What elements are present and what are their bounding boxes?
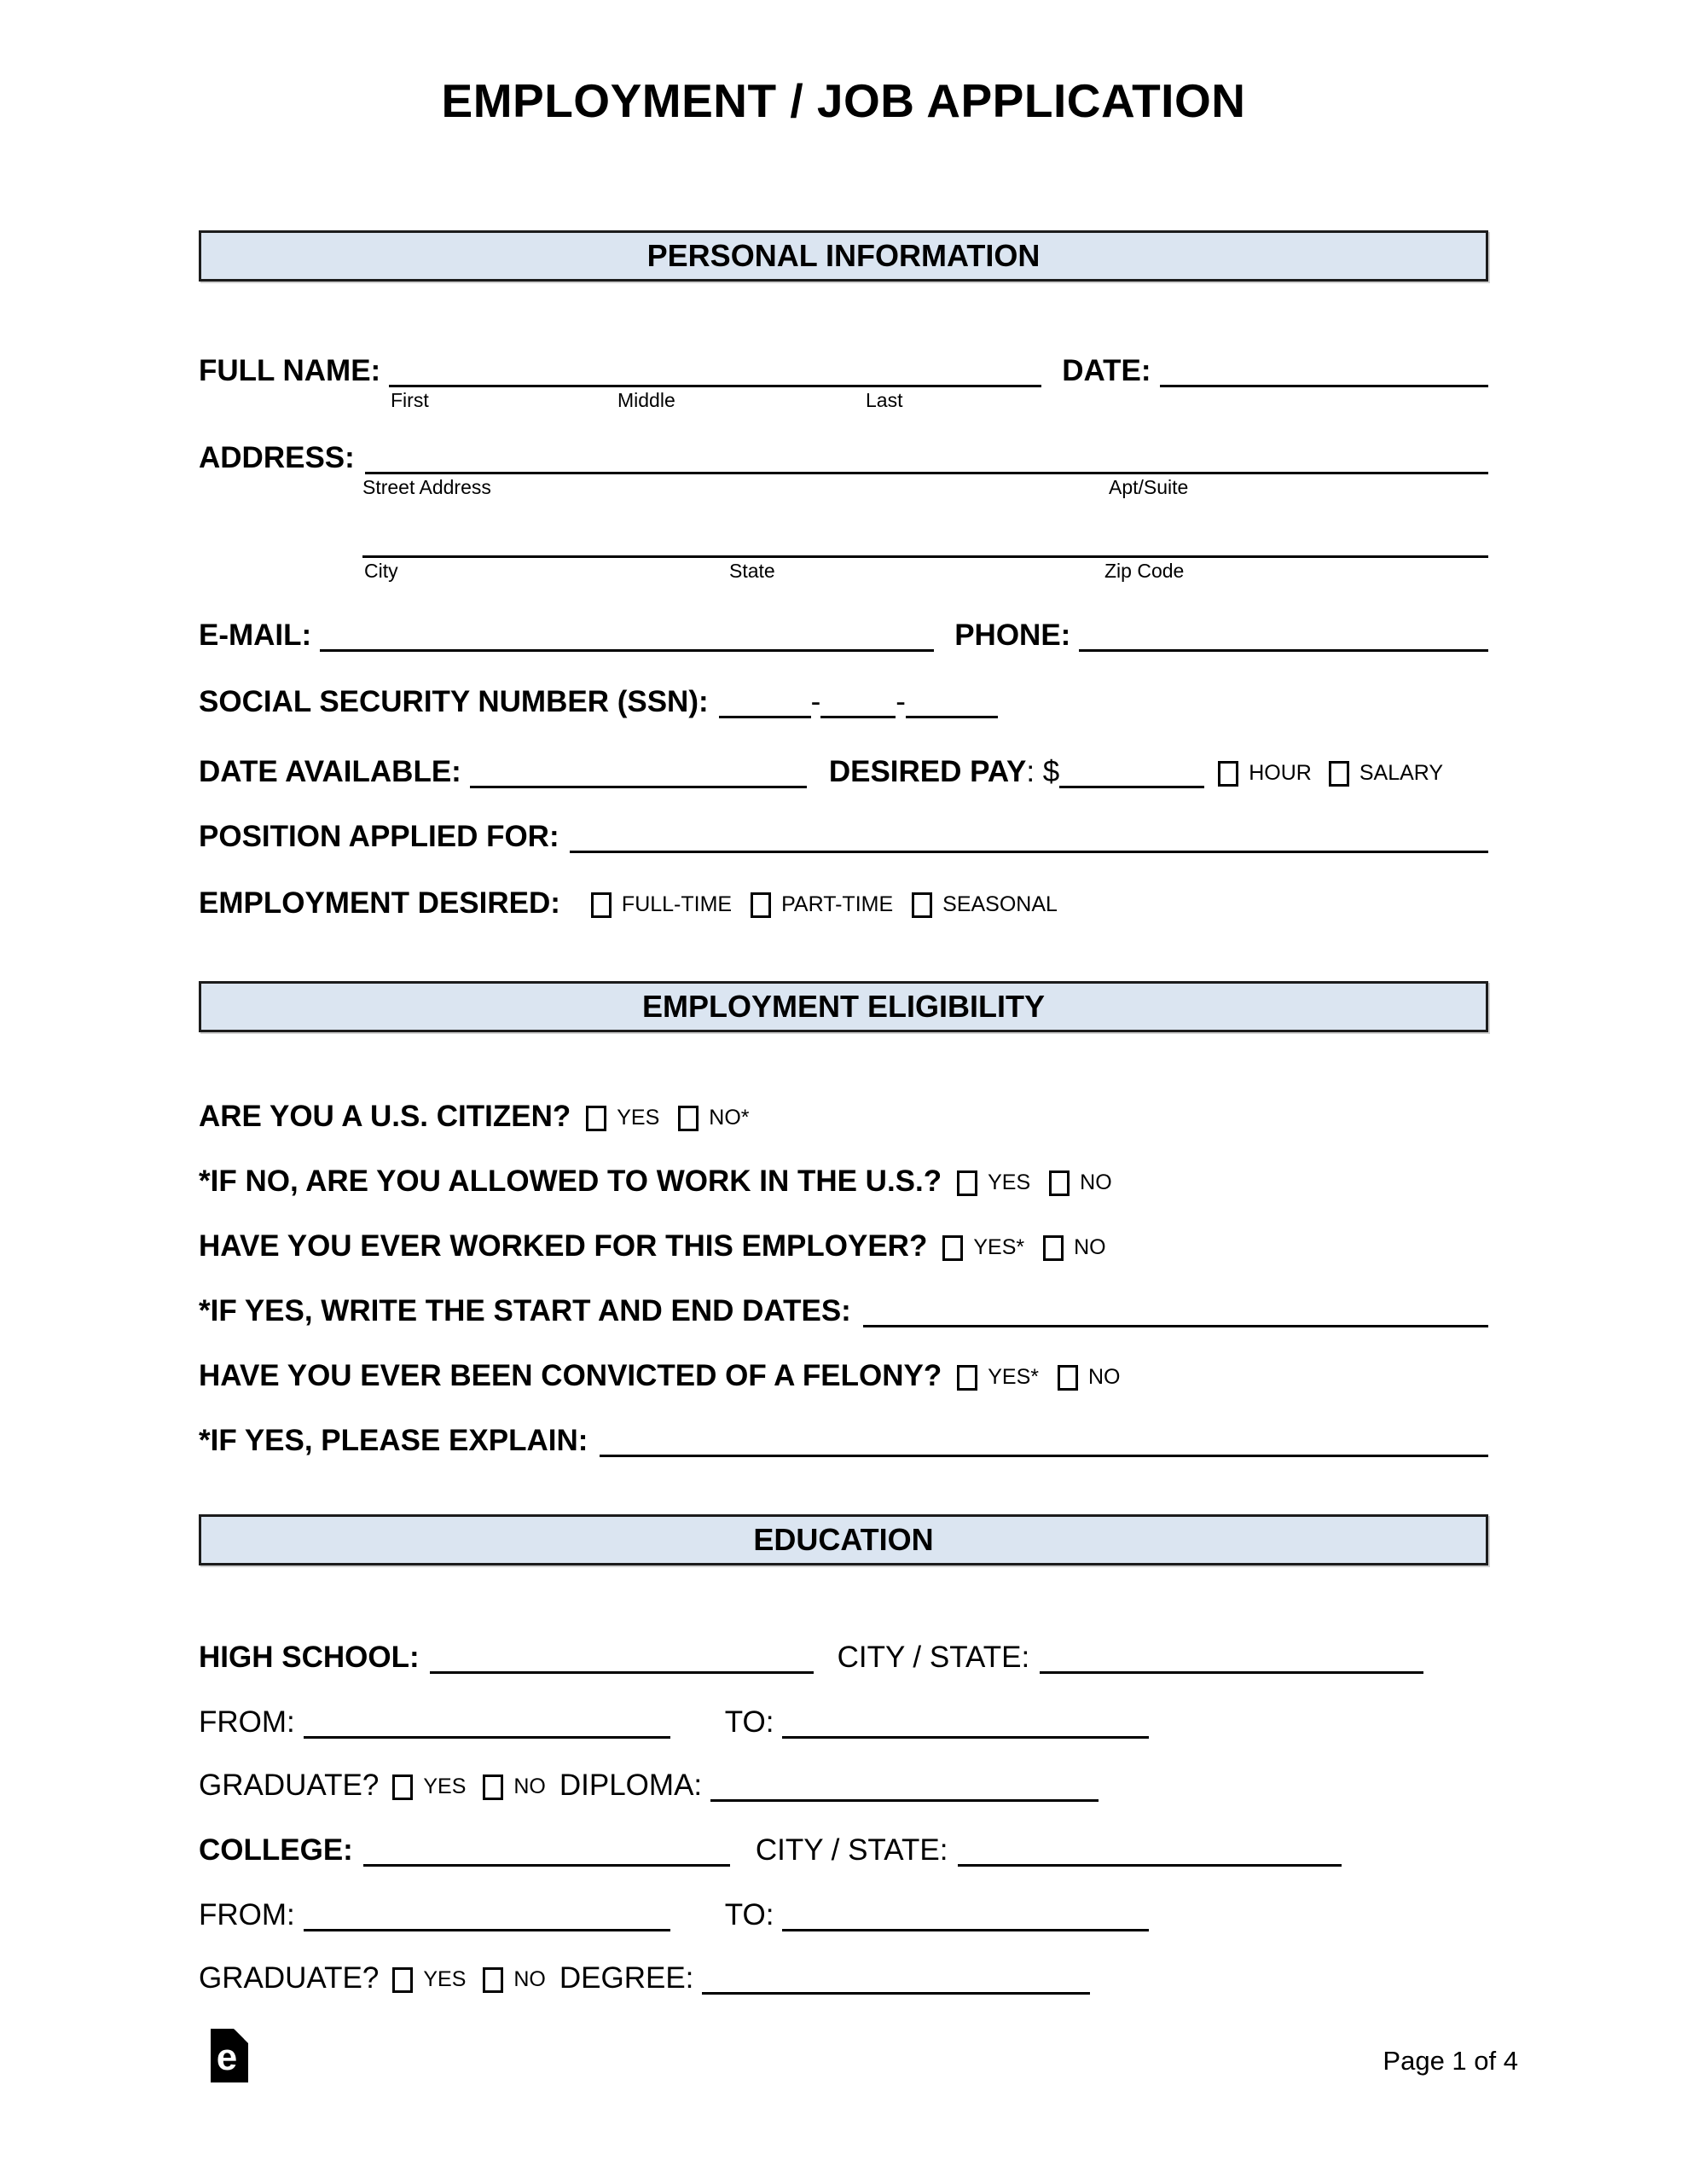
- allowed-to-work-question-row: [199, 1162, 1488, 1198]
- college-graduate-yes-checkbox[interactable]: [392, 1967, 413, 1993]
- salary-option-label: SALARY: [1359, 761, 1444, 785]
- degree-label: DEGREE:: [559, 1961, 694, 1995]
- college-from-label: FROM:: [199, 1898, 295, 1931]
- date-available-desired-pay-row: [199, 752, 1488, 788]
- address-label: ADDRESS:: [199, 441, 355, 474]
- seasonal-option-label: SEASONAL: [942, 892, 1058, 916]
- start-end-dates-label: *IF YES, WRITE THE START AND END DATES:: [199, 1294, 851, 1327]
- middle-sublabel: Middle: [617, 389, 675, 411]
- high-school-label: HIGH SCHOOL:: [199, 1641, 420, 1674]
- full-time-checkbox[interactable]: [591, 892, 612, 918]
- section-header-label: PERSONAL INFORMATION: [646, 238, 1041, 273]
- felony-yes-checkbox[interactable]: [957, 1365, 977, 1391]
- citizen-no-checkbox[interactable]: [678, 1106, 699, 1131]
- eforms-logo: [211, 2029, 248, 2082]
- ssn-dash-1: -: [810, 685, 821, 718]
- allowed-yes-checkbox[interactable]: [957, 1170, 977, 1196]
- college-from-to-row: [199, 1896, 1488, 1931]
- worked-no-checkbox[interactable]: [1043, 1235, 1064, 1261]
- hour-option-label: HOUR: [1249, 761, 1312, 785]
- last-sublabel: Last: [866, 389, 903, 411]
- hs-graduate-yes-label: YES: [423, 1774, 467, 1798]
- full-name-label: FULL NAME:: [199, 354, 381, 387]
- citizen-question-row: [199, 1097, 1488, 1133]
- section-header-label: EDUCATION: [753, 1522, 934, 1557]
- address-sublabels-2: [199, 560, 1488, 585]
- degree-field-line[interactable]: [702, 1959, 1090, 1995]
- position-applied-label: POSITION APPLIED FOR:: [199, 820, 559, 853]
- part-time-checkbox[interactable]: [751, 892, 771, 918]
- felony-no-label: NO: [1087, 1365, 1121, 1389]
- citizen-yes-label: YES: [617, 1106, 660, 1130]
- street-address-field-line[interactable]: [365, 439, 1488, 474]
- start-end-dates-row: [199, 1292, 1488, 1327]
- section-header-label: EMPLOYMENT ELIGIBILITY: [641, 989, 1045, 1024]
- ssn-row: [199, 682, 1488, 718]
- high-school-row: [199, 1638, 1488, 1674]
- seasonal-checkbox[interactable]: [912, 892, 932, 918]
- please-explain-label: *IF YES, PLEASE EXPLAIN:: [199, 1424, 588, 1457]
- hs-to-field-line[interactable]: [782, 1703, 1149, 1739]
- college-from-field-line[interactable]: [304, 1896, 670, 1931]
- zip-code-sublabel: Zip Code: [1104, 560, 1185, 582]
- college-graduate-row: [199, 1959, 1488, 1995]
- worked-yes-label: YES*: [973, 1235, 1025, 1259]
- city-state-zip-field-line[interactable]: [362, 522, 1488, 558]
- page-title: EMPLOYMENT / JOB APPLICATION: [441, 74, 1246, 127]
- section-header-education: [199, 1514, 1488, 1565]
- college-graduate-label: GRADUATE?: [199, 1961, 380, 1995]
- high-school-field-line[interactable]: [430, 1638, 814, 1674]
- salary-checkbox[interactable]: [1329, 761, 1349, 787]
- college-to-field-line[interactable]: [782, 1896, 1149, 1931]
- hs-graduate-label: GRADUATE?: [199, 1769, 380, 1802]
- hs-from-label: FROM:: [199, 1705, 295, 1739]
- college-city-state-field-line[interactable]: [958, 1831, 1342, 1867]
- please-explain-row: [199, 1421, 1488, 1457]
- phone-label: PHONE:: [954, 619, 1071, 652]
- email-phone-row: [199, 616, 1488, 652]
- worked-for-employer-question-row: [199, 1227, 1488, 1263]
- hs-graduate-no-label: NO: [513, 1774, 546, 1798]
- hs-city-state-label: CITY / STATE:: [837, 1641, 1030, 1674]
- ssn-field-line-1[interactable]: [719, 682, 811, 718]
- date-available-field-line[interactable]: [470, 752, 807, 788]
- street-address-sublabel: Street Address: [362, 476, 491, 498]
- ssn-field-line-2[interactable]: [820, 682, 896, 718]
- hs-to-label: TO:: [724, 1705, 774, 1739]
- date-field-line[interactable]: [1160, 351, 1488, 387]
- full-name-field-line[interactable]: [389, 351, 1041, 387]
- page-indicator: Page 1 of 4: [1383, 2046, 1518, 2076]
- city-sublabel: City: [364, 560, 398, 582]
- college-graduate-no-checkbox[interactable]: [483, 1967, 503, 1993]
- email-label: E-MAIL:: [199, 619, 312, 652]
- college-graduate-yes-label: YES: [423, 1967, 467, 1991]
- part-time-option-label: PART-TIME: [781, 892, 894, 916]
- ssn-label: SOCIAL SECURITY NUMBER (SSN):: [199, 685, 709, 718]
- hs-city-state-field-line[interactable]: [1040, 1638, 1423, 1674]
- employment-desired-row: [199, 884, 1488, 920]
- diploma-label: DIPLOMA:: [559, 1769, 703, 1802]
- start-end-dates-field-line[interactable]: [863, 1292, 1488, 1327]
- citizen-question-label: ARE YOU A U.S. CITIZEN?: [199, 1100, 571, 1133]
- hour-checkbox[interactable]: [1218, 761, 1238, 787]
- college-graduate-no-label: NO: [513, 1967, 546, 1991]
- employment-desired-label: EMPLOYMENT DESIRED:: [199, 886, 560, 920]
- allowed-to-work-question-label: *IF NO, ARE YOU ALLOWED TO WORK IN THE U.S.?: [199, 1165, 942, 1198]
- date-label: DATE:: [1062, 354, 1151, 387]
- allowed-no-checkbox[interactable]: [1049, 1170, 1070, 1196]
- apt-suite-sublabel: Apt/Suite: [1109, 476, 1189, 498]
- hs-graduate-yes-checkbox[interactable]: [392, 1774, 413, 1800]
- worked-for-employer-question-label: HAVE YOU EVER WORKED FOR THIS EMPLOYER?: [199, 1229, 928, 1263]
- college-to-label: TO:: [724, 1898, 774, 1931]
- phone-field-line[interactable]: [1079, 616, 1488, 652]
- please-explain-field-line[interactable]: [600, 1421, 1488, 1457]
- diploma-field-line[interactable]: [710, 1766, 1099, 1802]
- ssn-field-line-3[interactable]: [906, 682, 998, 718]
- high-school-graduate-row: [199, 1766, 1488, 1802]
- full-time-option-label: FULL-TIME: [621, 892, 733, 916]
- address-row-2: [199, 522, 1488, 558]
- state-sublabel: State: [729, 560, 775, 582]
- citizen-no-label: NO*: [709, 1106, 750, 1130]
- email-field-line[interactable]: [320, 616, 934, 652]
- allowed-yes-label: YES: [988, 1170, 1031, 1194]
- position-applied-field-line[interactable]: [570, 817, 1488, 853]
- address-row: [199, 439, 1488, 474]
- name-sublabels: [199, 389, 1488, 415]
- desired-pay-field-line[interactable]: [1059, 752, 1204, 788]
- college-city-state-label: CITY / STATE:: [755, 1833, 948, 1867]
- allowed-no-label: NO: [1080, 1170, 1112, 1194]
- citizen-yes-checkbox[interactable]: [586, 1106, 606, 1131]
- worked-yes-checkbox[interactable]: [942, 1235, 963, 1261]
- felony-question-label: HAVE YOU EVER BEEN CONVICTED OF A FELONY?: [199, 1359, 942, 1392]
- desired-pay-currency: : $: [1026, 755, 1060, 788]
- college-label: COLLEGE:: [199, 1833, 353, 1867]
- logo-letter: e: [216, 2036, 238, 2078]
- ssn-dash-2: -: [896, 685, 906, 718]
- felony-no-checkbox[interactable]: [1058, 1365, 1078, 1391]
- worked-no-label: NO: [1074, 1235, 1106, 1259]
- section-header-employment-eligibility: [199, 981, 1488, 1032]
- position-applied-row: [199, 817, 1488, 853]
- full-name-date-row: [199, 351, 1488, 387]
- hs-graduate-no-checkbox[interactable]: [483, 1774, 503, 1800]
- section-header-personal-information: [199, 230, 1488, 282]
- hs-from-field-line[interactable]: [304, 1703, 670, 1739]
- address-sublabels-1: [199, 476, 1488, 502]
- college-row: [199, 1831, 1488, 1867]
- felony-yes-label: YES*: [988, 1365, 1039, 1389]
- desired-pay-label: DESIRED PAY: [828, 755, 1027, 788]
- felony-question-row: [199, 1356, 1488, 1392]
- date-available-label: DATE AVAILABLE:: [199, 755, 461, 788]
- high-school-from-to-row: [199, 1703, 1488, 1739]
- college-field-line[interactable]: [363, 1831, 730, 1867]
- first-sublabel: First: [391, 389, 429, 411]
